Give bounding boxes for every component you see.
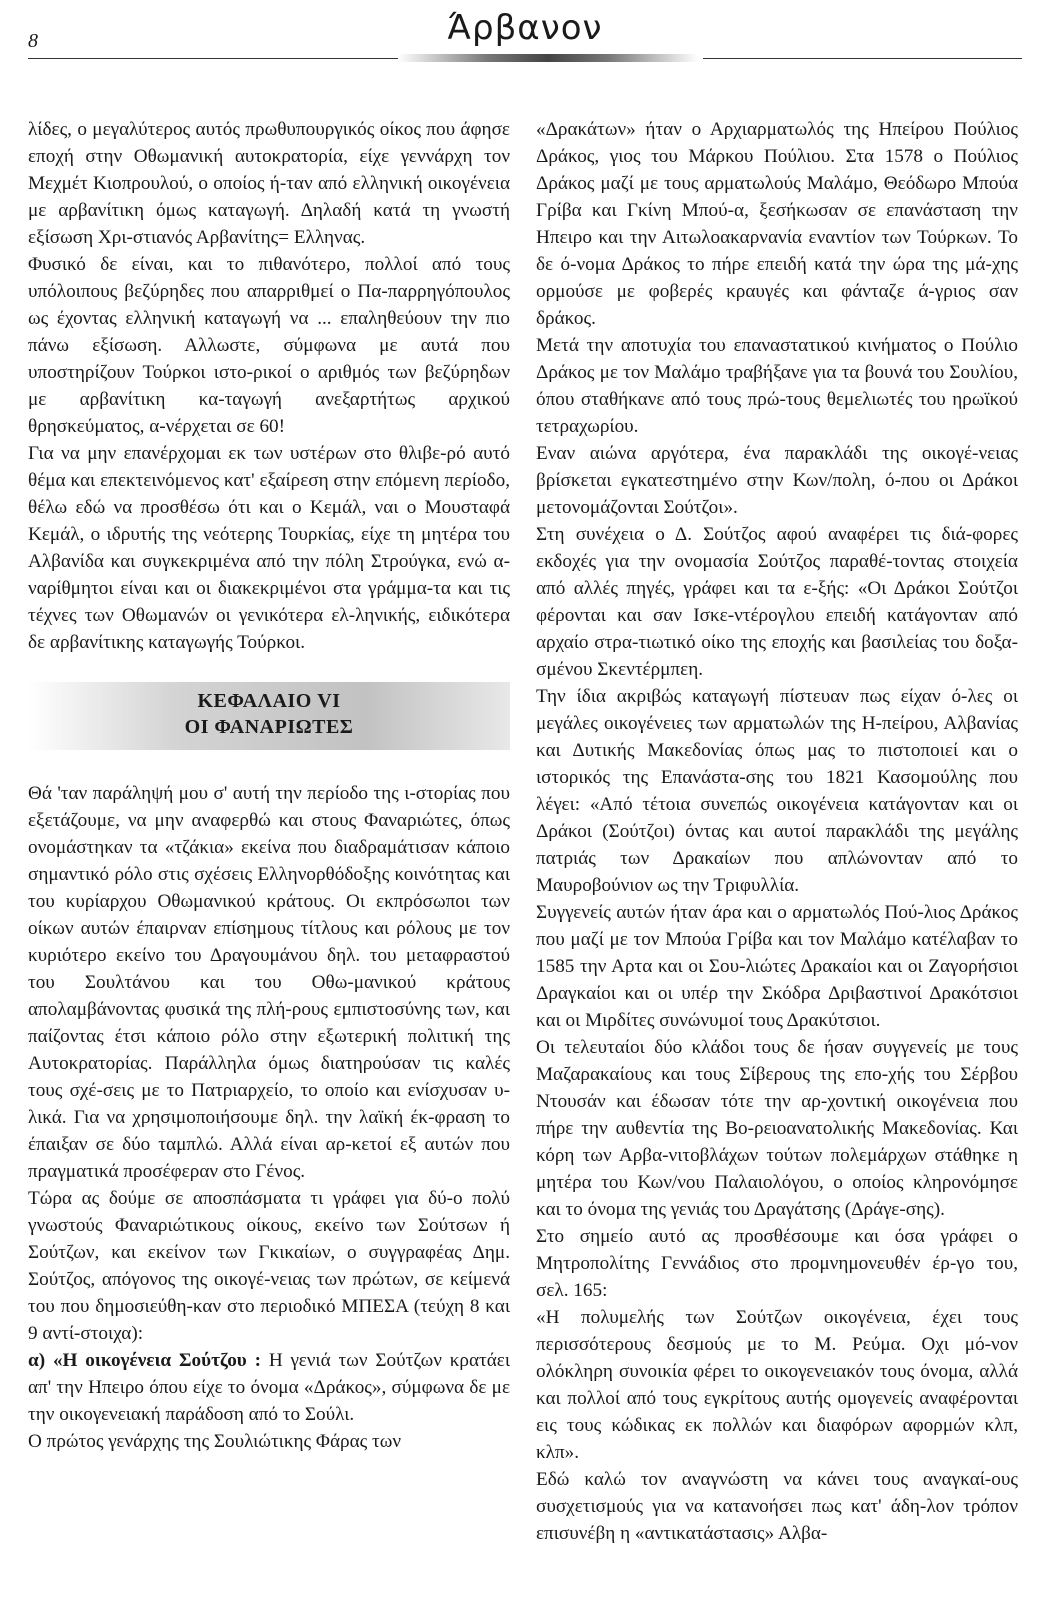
paragraph: Στη συνέχεια ο Δ. Σούτζος αφού αναφέρει τις διά-φορες εκδοχές για την ονομασία Σούτζος παραθέ-τοντας στοιχεία από αλλές πηγές, γράφει και τα ε-ξής: «Οι Δράκοι Σούτζοι φέρονται και σαν Ισκε-ντέρογλου επειδή κατάγονταν από αρχαίο στρα-τιωτικό οίκο της εποχής και βασιλείας του δοξα-σμένου Σκεντέρμπεη.	[536, 524, 1018, 680]
paragraph: Στο σημείο αυτό ας προσθέσουμε και όσα γράφει ο Μητροπολίτης Γεννάδιος στο προμνημονευθέν έρ-γο του, σελ. 165:	[536, 1226, 1018, 1301]
paragraph: Ο πρώτος γενάρχης της Σουλιώτικης Φάρας των	[28, 1431, 402, 1452]
paragraph: Φυσικό δε είναι, και το πιθανότερο, πολλοί από τους υπόλοιπους βεζύρηδες που απαρριθμεί ο Πα-παρρηγόπουλος ως έχοντας ελληνική καταγωγή να ... επαληθεύουν την πιο πάνω εξίσωση. Αλλωστε, σύμφωνα με αυτά που υποστηρίζουν Τούρκοι ιστο-ρικοί ο αριθμός των βεζύρηδων με αρβανίτικη κα-ταγωγή ανεξαρτήτως αρχικού θρησκεύματος, α-νέρχεται σε 60!	[28, 254, 510, 437]
chapter-title: ΟΙ ΦΑΝΑΡΙΩΤΕΣ	[184, 716, 354, 738]
paragraph: Για να μην επανέρχομαι εκ των υστέρων στο θλιβε-ρό αυτό θέμα και επεκτεινόμενος κατ' εξαίρεση στην επόμενη περίοδο, θέλω εδώ να προσθέσω ότι και ο Κεμάλ, ναι ο Μουσταφά Κεμάλ, ο ιδρυτής της νεότερης Τουρκίας, είχε τη μητέρα του Αλβανίδα και συγκεκριμένα από την πόλη Στρούγκα, ενώ α-ναρίθμητοι είναι και οι διακεκριμένοι στα γράμμα-τα και τις τέχνες των Οθωμανών οι γενικότερα ελ-ληνικής, ειδικότερα δε αρβανίτικης καταγωγής Τούρκοι.	[28, 443, 510, 653]
paragraph: λίδες, ο μεγαλύτερος αυτός πρωθυπουργικός οίκος που άφησε εποχή στην Οθωμανική αυτοκρατορία, είχε γεννάρχη τον Μεχμέτ Κιοπρουλού, ο οποίος ή-ταν από ελληνική οικογένεια με αρβανίτικη όμως καταγωγή. Δηλαδή κατά τη γνωστή εξίσωση Χρι-στιανός Αρβανίτης= Ελληνας.	[28, 119, 510, 248]
section-lead: α) «Η οικογένεια Σούτζου :	[28, 1350, 261, 1371]
header-rule-right	[703, 58, 1022, 59]
paragraph-text: Η γενιά των Σούτζων κρατάει απ' την Ηπειρο όπου είχε το όνομα «Δράκος», σύμφωνα δε με την οικογενειακή παράδοση από το Σούλι.	[28, 1350, 511, 1425]
left-column	[28, 116, 510, 1455]
paragraph: Εδώ καλώ τον αναγνώστη να κάνει τους αναγκαί-ους συσχετισμούς για να κατανοήσει πως κατ' άδη-λον τρόπον επισυνέβη η «αντικατάστασις» Αλβα-	[536, 1469, 1018, 1544]
page-number: 8	[28, 30, 38, 52]
chapter-number: ΚΕΦΑΛΑΙΟ VI	[197, 690, 341, 712]
paragraph: Τώρα ας δούμε σε αποσπάσματα τι γράφει για δύ-ο πολύ γνωστούς Φαναριώτικους οίκους, εκείνο των Σούτσων ή Σούτζων, και εκείνον των Γκικαίων, ο συγγραφέας Δημ. Σούτζος, απόγονος της οικογέ-νειας των πρώτων, σε κείμενά του που δημοσιεύθη-καν στο περιοδικό ΜΠΕΣΑ (τεύχη 8 και 9 αντί-στοιχα):	[28, 1188, 510, 1344]
paragraph: Εναν αιώνα αργότερα, ένα παρακλάδι της οικογέ-νειας βρίσκεται εγκατεστημένο στην Κων/πολη, ό-που οι Δράκοι μετονομάζονται Σούτζοι».	[536, 443, 1018, 518]
paragraph	[28, 1347, 510, 1428]
paragraph: Την ίδια ακριβώς καταγωγή πίστευαν πως είχαν ό-λες οι μεγάλες οικογένειες των αρματωλών της Η-πείρου, Αλβανίας και Δυτικής Μακεδονίας όπως μας το πιστοποιεί και ο ιστορικός της Επανάστα-σης του 1821 Κασομούλης που λέγει: «Από τέτοια συνεπώς οικογένεια κατάγονταν και οι Δράκοι (Σούτζοι) όντας και αυτοί παρακλάδι της μεγάλης πατριάς των Δρακαίων που απλώνονταν από το Μαυροβούνιον ως την Τριφυλλία.	[536, 686, 1018, 896]
chapter-heading	[28, 682, 510, 750]
paragraph: Συγγενείς αυτών ήταν άρα και ο αρματωλός Πού-λιος Δράκος που μαζί με τον Μπούα Γρίβα και τον Μαλάμο κατέλαβαν το 1585 την Αρτα και οι Σου-λιώτες Δρακαίοι και οι Ζαγορήσιοι Δραγκαίοι και οι υπέρ την Σκόδρα Δριβαστινοί Δρακότσιοι και οι Μιρδίτες συνώνυμοί τους Δρακύτσιοι.	[536, 902, 1018, 1031]
page-header	[28, 8, 1022, 70]
paragraph: Θά 'ταν παράληψή μου σ' αυτή την περίοδο της ι-στορίας που εξετάζουμε, να μην αναφερθώ και στους Φαναριώτες, όπως ονομάστηκαν τα «τζάκια» εκείνα που διαδραμάτισαν κάποιο σημαντικό ρόλο στις σχέσεις Ελληνορθόδοξης κοινότητας και του κυρίαρχου Οθωμανικού κράτους. Οι εκπρόσωποι των οίκων αυτών έπαιρναν επίσημους τίτλους και ρόλους με τον κυριότερο εκείνο του Δραγουμάνου δηλ. του μεταφραστού του Σουλτάνου και του Οθω-μανικού κράτους απολαμβάνοντας φυσικά της πλή-ρους εμπιστοσύνης των, και παίζοντας έτσι κάποιο ρόλο στην εξωτερική πολιτική της Αυτοκρατορίας. Παράλληλα όμως διατηρούσαν τις καλές τους σχέ-σεις με το Πατριαρχείο, το οποίο και ενίσχυσαν υ-λικά. Για να χρησιμοποιήσουμε δηλ. την λαϊκή έκ-φραση το έπαιξαν σε δύο ταμπλώ. Αλλά είναι αρ-κετοί εξ αυτών που πραγματικά προσέφεραν στο Γένος.	[28, 783, 510, 1182]
right-column	[536, 116, 1018, 1547]
paragraph: Μετά την αποτυχία του επαναστατικού κινήματος ο Πούλιο Δράκος με τον Μαλάμο τραβήξανε για τα βουνά του Σουλίου, όπου σταθήκανε από τους πρώ-τους θεμελιωτές του ηρωϊκού τετραχωρίου.	[536, 335, 1018, 437]
paragraph: «Δρακάτων» ήταν ο Αρχιαρματωλός της Ηπείρου Πούλιος Δράκος, γιος του Μάρκου Πούλιου. Στα 1578 ο Πούλιος Δράκος μαζί με τους αρματωλούς Μαλάμο, Θεόδωρο Μπούα Γρίβα και Γκίνη Μπού-α, ξεσήκωσαν σε επανάσταση την Ηπειρο και την Αιτωλοακαρνανία εναντίον των Τούρκων. Το δε ό-νομα Δράκος το πήρε επειδή κατά την ώρα της μά-χης ορμούσε με φοβερές κραυγές και φάνταζε ά-γριος σαν δράκος.	[536, 119, 1018, 329]
header-rule-left	[28, 58, 398, 59]
paragraph: Οι τελευταίοι δύο κλάδοι τους δε ήσαν συγγενείς με τους Μαζαρακαίους και τους Σίβερους της επο-χής του Σέρβου Ντουσάν και έδωσαν τότε την αρ-χοντική οικογένεια που πήρε την αυθεντία της Βο-ρειοανατολικής Μακεδονίας. Και κόρη των Αρβα-νιτοβλάχων τούτων πολεμάρχων στάθηκε η μητέρα του Κων/νου Παλαιολόγου, ο οποίος κληρονόμησε και το όνομα της γενιάς του Δραγάτσης (Δράγε-σης).	[536, 1037, 1018, 1220]
header-rule-ornament	[398, 54, 698, 62]
journal-title: Άρβανον	[447, 8, 603, 48]
paragraph: «Η πολυμελής των Σούτζων οικογένεια, έχει τους περισσότερους δεσμούς με το Μ. Ρεύμα. Οχι μό-νον ολόκληρη συνοικία φέρει το οικογενειακόν τους όνομα, αλλά και πολλοί από τους εγκρίτους αυτής ομογενείς αναφέρονται εις τους κώδικας εκ πολλών και διαφόρων αφορμών κλπ, κλπ».	[536, 1307, 1018, 1463]
